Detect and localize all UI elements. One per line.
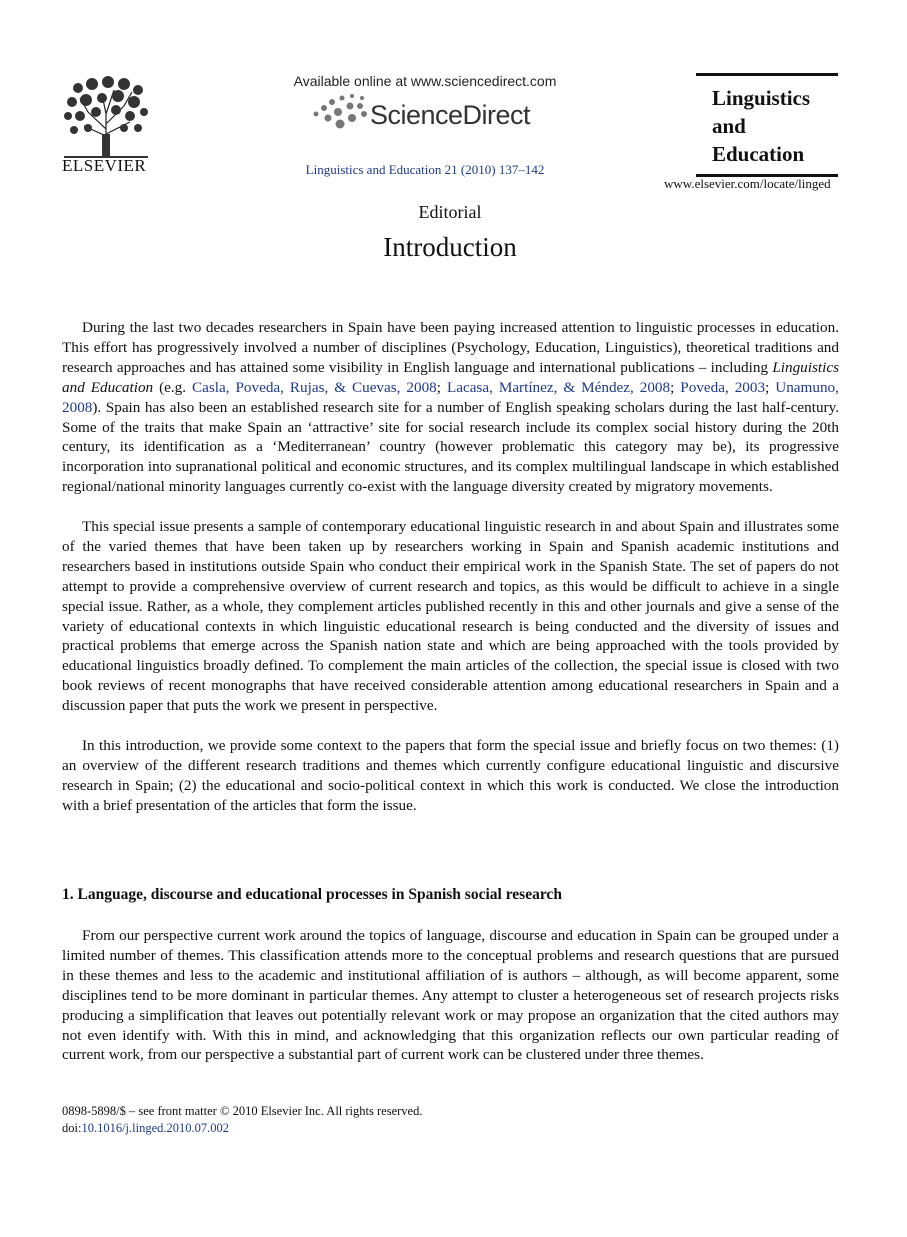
paragraph-2: This special issue presents a sample of contemporary educational linguistic research in and about Spain and illustrates some of the varied themes that have been taken up by researchers working in Spain and Spanish academic institutions and researchers based in institutions outside Spain who conduct their empirical work in the Spanish State. The set of papers do not attempt to provide a comprehensive overview of current research and topics, as this would be difficult to achieve in a single special issue. Rather, as a whole, they complement articles published recently in this and other journals and give a sense of the variety of educational contexts in which linguistic educational research is being conducted and the diversity of issues and practical problems that emerge across the Spanish nation state and which are being approached with the tools provided by educational linguistics broadly defined. To complement the main articles of the collection, the special issue is closed with two book reviews of recent monographs that have received considerable attention among educational researchers in Spain and a discussion paper that puts the work we present in perspective.: [62, 518, 839, 715]
journal-title-box: [696, 73, 838, 177]
reference-link-poveda[interactable]: Poveda, 2003: [680, 378, 766, 396]
journal-title: Linguistics and Education: [712, 86, 811, 166]
sciencedirect-wordmark: ScienceDirect: [370, 100, 531, 130]
journal-name-italic: Linguistics and Education: [62, 358, 839, 396]
reference-separator: ;: [765, 378, 776, 396]
paragraph-1-text-b: (e.g.: [153, 378, 192, 396]
reference-separator: ;: [670, 378, 681, 396]
paragraph-1-text-c: ). Spain has also been an established research site for a number of English speaking scholars during the last half-century. Some of the traits that make Spain an ‘attractive’ site for social research include its complex social history during the 20th century, its identification as a ‘Mediterranean’ country (however problematic this category may be), its progressive incorporation into supranational political and economic structures, and its complex multilingual landscape in which established regional/national minority languages currently co-exist with the language diversity created by migratory movements.: [62, 398, 839, 496]
journal-url[interactable]: www.elsevier.com/locate/linged: [664, 176, 831, 191]
doi-link[interactable]: 10.1016/j.linged.2010.07.002: [81, 1121, 230, 1135]
available-online-text: Available online at www.sciencedirect.com: [293, 73, 557, 89]
section-heading: 1. Language, discourse and educational processes in Spanish social research: [62, 886, 562, 903]
paragraph-1-text-a: During the last two decades researchers in Spain have been paying increased attention to linguistic processes in education. This effort has progressively involved a number of disciplines (Psychology, Education, Linguistics), theoretical traditions and research approaches and has attained some visibility in English language and international publications – including: [62, 319, 839, 376]
doi-line: [62, 1121, 229, 1136]
reference-link-unamuno[interactable]: Unamuno, 2008: [62, 378, 839, 416]
reference-link-casla[interactable]: Casla, Poveda, Rujas, & Cuevas, 2008: [192, 378, 437, 396]
article-type: Editorial: [418, 202, 482, 222]
paragraph-1: [62, 318, 839, 497]
paragraph-3: In this introduction, we provide some context to the papers that form the special issue and briefly focus on two themes: (1) an overview of the different research traditions and themes which currently configure educational linguistic and discursive research in Spain; (2) the educational and socio-political context in which this work is conducted. We close the introduction with a brief presentation of the articles that form the issue.: [62, 737, 839, 814]
copyright-notice: 0898-5898/$ – see front matter © 2010 Elsevier Inc. All rights reserved.: [62, 1104, 423, 1118]
reference-separator: ;: [436, 378, 447, 396]
reference-link-lacasa[interactable]: Lacasa, Martínez, & Méndez, 2008: [446, 378, 671, 396]
section-1-paragraph: From our perspective current work around the topics of language, discourse and education in Spain can be grouped under a limited number of themes. This classification attends more to the conceptual problems and research questions that are pursued in these themes and less to the academic and institutional affiliation of is authors – although, as will become apparent, some disciplines tend to be more dominant in particular themes. Any attempt to cluster a heterogeneous set of research projects risks producing a simplification that leaves out potentially relevant work or may propose an organization that the cited authors may not even identify with. With this in mind, and acknowledging that this organization reflects our own particular reading of current work, from our perspective a substantial part of current work can be clustered under three themes.: [62, 927, 839, 1064]
journal-citation-link[interactable]: Linguistics and Education 21 (2010) 137–142: [305, 162, 545, 177]
doi-prefix: doi:: [62, 1121, 82, 1135]
article-title: Introduction: [383, 232, 517, 262]
publisher-name: ELSEVIER: [62, 156, 147, 175]
